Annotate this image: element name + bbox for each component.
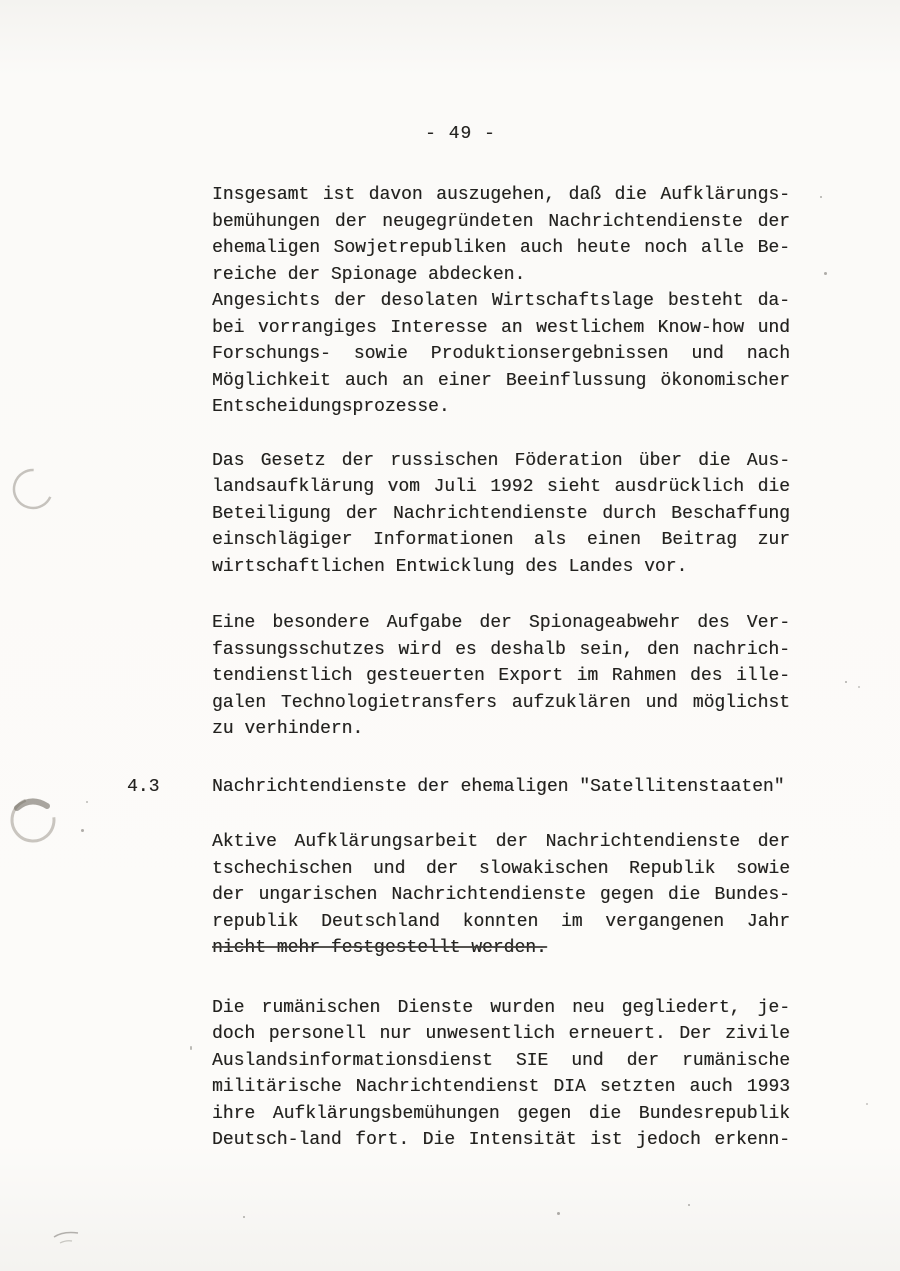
text-line: Auslandsinformationsdienst SIE und der rumänische xyxy=(212,1050,790,1071)
text-column xyxy=(127,182,790,1154)
text-line: Forschungs- sowie Produktionsergebnissen und nach xyxy=(212,344,790,364)
section-number: 4.3 xyxy=(127,776,160,797)
scan-speck xyxy=(688,1204,690,1206)
paragraph-2 xyxy=(212,288,790,421)
text-line: Entscheidungsprozesse. xyxy=(212,397,450,417)
paragraph-6 xyxy=(212,829,790,962)
text-line: Möglichkeit auch an einer Beeinflussung ökonomischer xyxy=(212,370,790,391)
text-line: tendienstlich gesteuerten Export im Rahmen des ille- xyxy=(212,666,790,686)
text-line xyxy=(212,935,790,962)
text-line: der ungarischen Nachrichtendienste gegen die Bundes- xyxy=(212,885,790,905)
text-line: galen Technologietransfers aufzuklären und möglichst xyxy=(212,692,790,713)
text-line: bemühungen der neugegründeten Nachrichtendienste der xyxy=(212,211,790,232)
paragraph-1 xyxy=(212,182,790,288)
text-line: tschechischen und der slowakischen Republik sowie xyxy=(212,858,790,879)
text-line: Eine besondere Aufgabe der Spionageabwehr des Ver- xyxy=(212,613,790,633)
scan-speck xyxy=(243,1216,245,1218)
text-line: Angesichts der desolaten Wirtschaftslage besteht da- xyxy=(212,291,790,311)
page-number: - 49 - xyxy=(425,124,496,144)
struck-through-text: nicht mehr festgestellt werden. xyxy=(212,938,547,958)
scan-speck xyxy=(81,829,84,832)
text-line: Die rumänischen Dienste wurden neu gegliedert, je- xyxy=(212,997,790,1018)
scan-speck xyxy=(557,1212,560,1215)
scan-speck xyxy=(845,681,847,683)
text-line: Deutsch-land fort. Die Intensität ist jedoch erkenn- xyxy=(212,1130,790,1150)
text-line: wirtschaftlichen Entwicklung des Landes vor. xyxy=(212,556,688,577)
paragraph-4 xyxy=(212,610,790,743)
text-line: Beteiligung der Nachrichtendienste durch Beschaffung xyxy=(212,503,790,524)
text-line: Das Gesetz der russischen Föderation über die Aus- xyxy=(212,450,790,471)
text-line: ihre Aufklärungsbemühungen gegen die Bundesrepublik xyxy=(212,1103,790,1124)
scan-speck xyxy=(858,686,860,688)
scan-speck xyxy=(190,1046,192,1050)
text-line: fassungsschutzes wird es deshalb sein, den nachrich- xyxy=(212,639,790,660)
pencil-squiggle-mark xyxy=(50,1228,84,1248)
text-line: republik Deutschland konnten im vergangenen Jahr xyxy=(212,911,790,932)
hole-punch-mark xyxy=(8,463,60,515)
paragraph-7 xyxy=(212,995,790,1154)
scan-speck xyxy=(866,1103,868,1105)
text-line: Insgesamt ist davon auszugehen, daß die Aufklärungs- xyxy=(212,185,790,205)
text-line: reiche der Spionage abdecken. xyxy=(212,264,526,285)
section-title: Nachrichtendienste der ehemaligen "Satellitenstaaten" xyxy=(212,776,785,797)
text-line: ehemaligen Sowjetrepubliken auch heute noch alle Be- xyxy=(212,238,790,258)
paragraph-3 xyxy=(212,448,790,581)
scan-speck xyxy=(86,801,88,803)
scan-speck xyxy=(820,196,822,198)
scan-speck xyxy=(824,272,827,275)
text-line: militärische Nachrichtendienst DIA setzten auch 1993 xyxy=(212,1077,790,1097)
text-line: einschlägiger Informationen als einen Beitrag zur xyxy=(212,530,790,550)
hole-punch-mark xyxy=(5,792,63,850)
text-line: doch personell nur unwesentlich erneuert. Der zivile xyxy=(212,1024,790,1044)
text-line: bei vorrangiges Interesse an westlichem Know-how und xyxy=(212,317,790,338)
text-line: zu verhindern. xyxy=(212,719,364,739)
text-line: landsaufklärung vom Juli 1992 sieht ausdrücklich die xyxy=(212,477,790,497)
section-heading xyxy=(127,774,790,801)
text-line: Aktive Aufklärungsarbeit der Nachrichtendienste der xyxy=(212,832,790,852)
